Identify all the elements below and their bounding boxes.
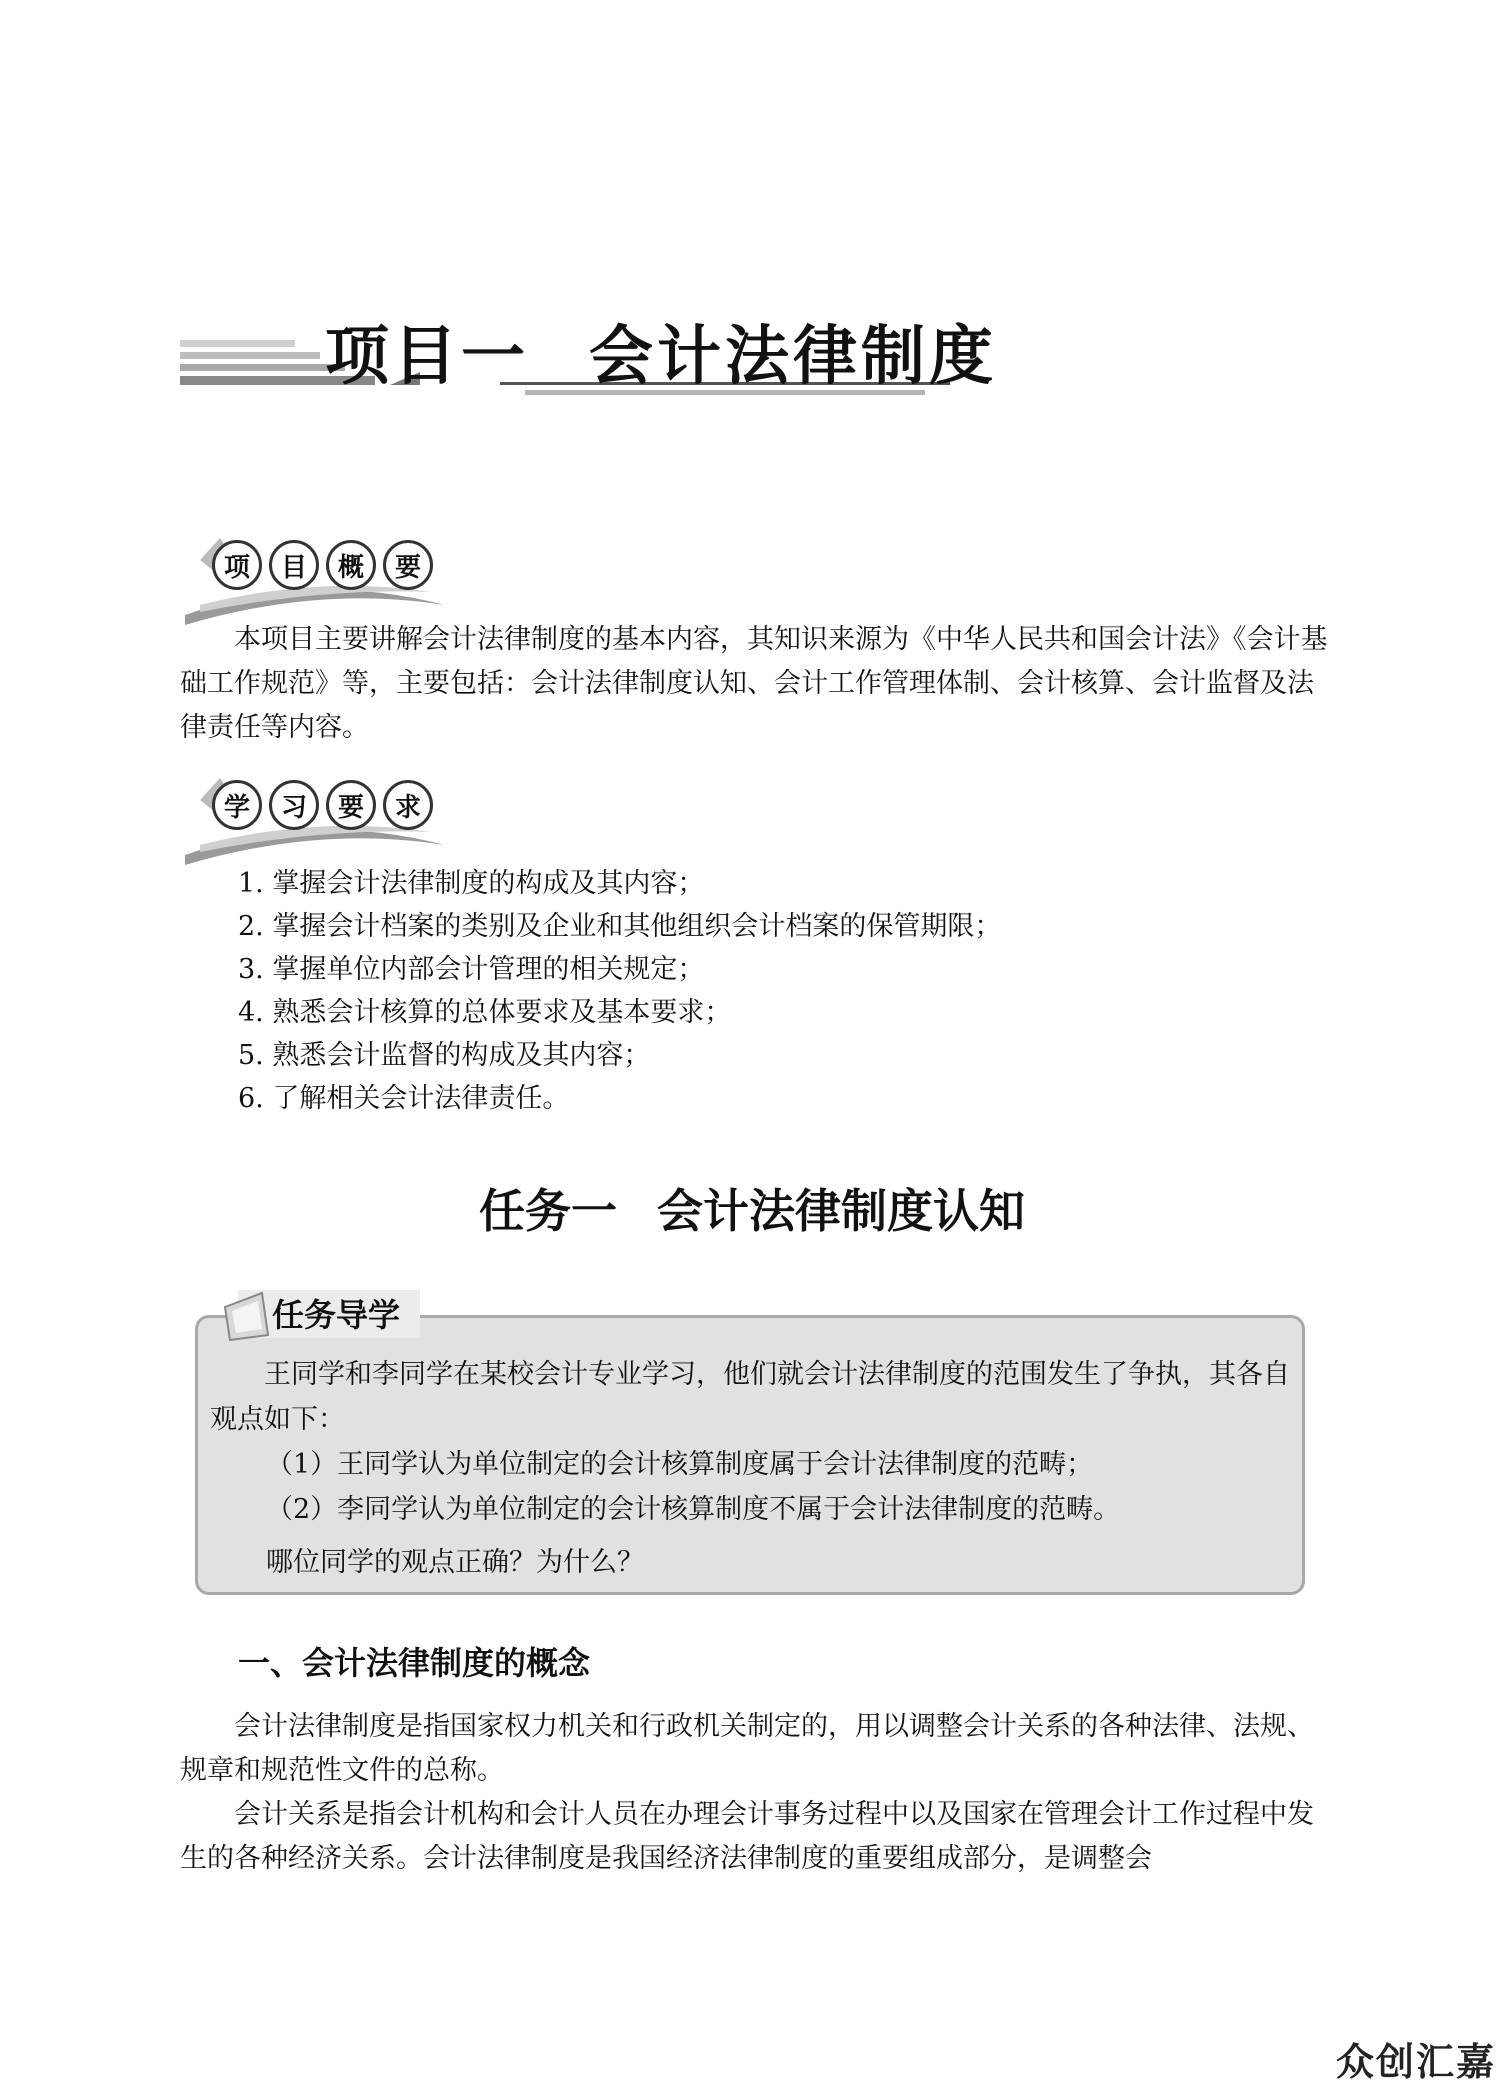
task-guide-point: （1）王同学认为单位制定的会计核算制度属于会计法律制度的范畴；: [266, 1449, 1094, 1480]
chapter-title: [325, 305, 997, 397]
task-title-main: 会计法律制度认知: [657, 1184, 1025, 1238]
requirements-badge-char: 习: [269, 780, 319, 830]
overview-badge-char: 目: [269, 540, 319, 590]
list-item: 1. 掌握会计法律制度的构成及其内容；: [238, 868, 705, 899]
chapter-title-main: 会计法律制度: [589, 320, 997, 394]
task-guide-label: 任务导学: [272, 1296, 401, 1334]
overview-badge-char: 概: [326, 540, 376, 590]
list-item: 5. 熟悉会计监督的构成及其内容；: [238, 1040, 651, 1071]
section-body: [180, 1705, 1330, 1881]
requirements-badge-char: 学: [212, 780, 262, 830]
requirements-list: [238, 862, 1001, 1120]
section-paragraph: 会计法律制度是指国家权力机关和行政机关制定的，用以调整会计关系的各种法律、法规、规章和规范性文件的总称。: [180, 1711, 1314, 1786]
overview-text: 本项目主要讲解会计法律制度的基本内容，其知识来源为《中华人民共和国会计法》《会计基础工作规范》等，主要包括：会计法律制度认知、会计工作管理体制、会计核算、会计监督及法律责任等内容。: [180, 624, 1328, 743]
list-item: 6. 了解相关会计法律责任。: [238, 1083, 570, 1114]
section-paragraph: 会计关系是指会计机构和会计人员在办理会计事务过程中以及国家在管理会计工作过程中发生的各种经济关系。会计法律制度是我国经济法律制度的重要组成部分，是调整会: [180, 1799, 1314, 1874]
task-title: [0, 1175, 1504, 1241]
chapter-title-prefix: 项目一: [325, 320, 529, 394]
task-title-prefix: 任务一: [479, 1184, 617, 1238]
list-item: 2. 掌握会计档案的类别及企业和其他组织会计档案的保管期限；: [238, 911, 1002, 942]
requirements-badge: [180, 770, 450, 870]
list-item: 3. 掌握单位内部会计管理的相关规定；: [238, 954, 705, 985]
requirements-badge-char: 要: [326, 780, 376, 830]
section-heading: 一、会计法律制度的概念: [238, 1644, 591, 1682]
list-item: 4. 熟悉会计核算的总体要求及基本要求；: [238, 997, 732, 1028]
task-guide-text: [210, 1352, 1290, 1585]
watermark-logo: 众创汇嘉: [1335, 2040, 1496, 2084]
overview-badge-char: 项: [212, 540, 262, 590]
task-guide-point: （2）李同学认为单位制定的会计核算制度不属于会计法律制度的范畴。: [266, 1494, 1121, 1525]
overview-badge: [180, 530, 450, 630]
task-guide-question: 哪位同学的观点正确？为什么？: [266, 1547, 644, 1578]
requirements-badge-char: 求: [383, 780, 433, 830]
overview-badge-char: 要: [383, 540, 433, 590]
task-guide-intro: 王同学和李同学在某校会计专业学习，他们就会计法律制度的范围发生了争执，其各自观点如下：: [210, 1359, 1290, 1435]
